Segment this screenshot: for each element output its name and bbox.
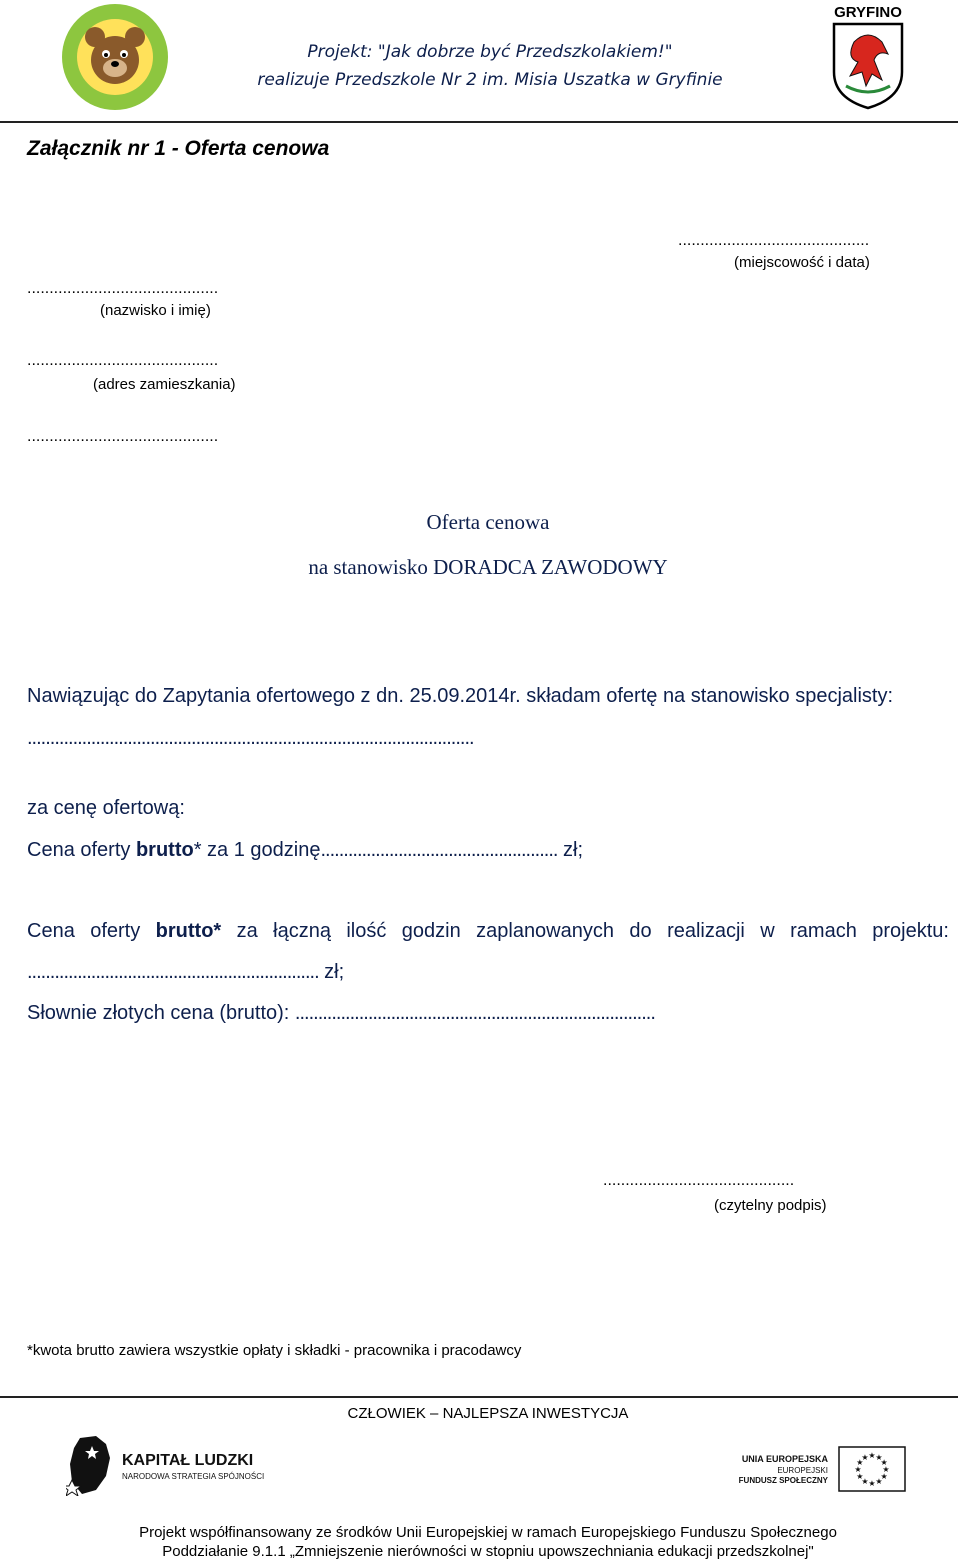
kindergarten-logo — [60, 2, 170, 112]
eu-label-2: EUROPEJSKI — [777, 1466, 828, 1475]
hourly-price — [27, 839, 583, 862]
offer-title: Oferta cenowa — [426, 510, 550, 534]
hourly-price-post: * za 1 godzinę — [193, 839, 321, 861]
offer-position: na stanowisko DORADCA ZAWODOWY — [308, 555, 668, 579]
specialist-line: .................................................................................................. — [27, 727, 474, 749]
header-rule — [0, 121, 958, 123]
total-price-dots: ................................................................ — [27, 961, 319, 983]
name-label: (nazwisko i imię) — [100, 302, 211, 319]
address-label: (adres zamieszkania) — [93, 376, 236, 393]
project-title: Projekt: "Jak dobrze być Przedszkolakiem!" — [307, 42, 673, 62]
price-in-words-label: Słownie złotych cena (brutto): — [27, 1002, 295, 1024]
eu-label-3: FUNDUSZ SPOŁECZNY — [738, 1476, 828, 1485]
kapital-ludzki-title: KAPITAŁ LUDZKI — [122, 1452, 254, 1469]
eu-logo — [700, 1446, 906, 1494]
eu-flag-icon — [838, 1446, 906, 1492]
total-word: ilość — [346, 920, 387, 942]
place-date-line: ........................................... — [678, 232, 870, 249]
address-line-2: ........................................... — [27, 428, 219, 445]
eu-star-icon: ★ — [861, 1477, 869, 1487]
total-word: oferty — [90, 920, 141, 942]
funding-line-1: Projekt współfinansowany ze środków Unii Europejskiej w ramach Europejskiego Funduszu Społecznego — [139, 1524, 837, 1541]
eu-star-icon: ★ — [861, 1452, 869, 1462]
eu-star-icon: ★ — [880, 1472, 888, 1481]
total-price-line — [27, 920, 949, 943]
total-word: zaplanowanych — [476, 920, 614, 942]
signature-label: (czytelny podpis) — [714, 1197, 827, 1214]
eu-star-icon: ★ — [854, 1465, 862, 1474]
hourly-price-unit: zł; — [557, 839, 583, 861]
eu-star-icon: ★ — [856, 1458, 864, 1467]
total-price-value — [27, 961, 344, 984]
total-word: łączną — [273, 920, 331, 942]
kapital-ludzki-logo — [66, 1434, 306, 1498]
price-intro: za cenę ofertową: — [27, 797, 185, 819]
footer-slogan: CZŁOWIEK – NAJLEPSZA INWESTYCJA — [347, 1405, 629, 1422]
total-word: za — [236, 920, 258, 942]
eu-star-icon: ★ — [880, 1458, 888, 1467]
total-word: godzin — [401, 920, 461, 942]
annex-title: Załącznik nr 1 - Oferta cenowa — [27, 137, 330, 160]
intro-text: Nawiązując do Zapytania ofertowego z dn. 25.09.2014r. składam ofertę na stanowisko specjalisty: — [27, 685, 894, 707]
eu-label-1: UNIA EUROPEJSKA — [741, 1454, 828, 1464]
eu-star-icon: ★ — [875, 1477, 883, 1487]
total-word-brutto: brutto* — [155, 920, 222, 942]
footer-rule — [0, 1396, 958, 1398]
hourly-price-brutto: brutto — [135, 839, 194, 861]
eu-star-icon: ★ — [856, 1472, 864, 1481]
hourly-price-pre: Cena oferty — [27, 839, 136, 861]
eu-star-icon: ★ — [868, 1451, 876, 1460]
total-word: ramach — [790, 920, 857, 942]
hourly-price-dots: .................................................... — [320, 839, 558, 861]
price-in-words-dots: ............................................................................... — [294, 1002, 655, 1024]
signature-line: ........................................... — [603, 1172, 795, 1189]
funding-line-2: Poddziałanie 9.1.1 „Zmniejszenie nierówności w stopniu upowszechniania edukacji przedszkolnej" — [162, 1543, 814, 1560]
name-line: ........................................... — [27, 280, 219, 297]
total-word: Cena — [27, 920, 75, 942]
poland-map-icon — [66, 1434, 114, 1496]
address-line: ........................................... — [27, 352, 219, 369]
footnote: *kwota brutto zawiera wszystkie opłaty i składki - pracownika i pracodawcy — [27, 1342, 522, 1359]
place-date-label: (miejscowość i data) — [734, 254, 870, 271]
svg-text:GRYFINO: GRYFINO — [834, 4, 902, 21]
eu-star-icon: ★ — [868, 1479, 876, 1488]
total-price-unit: zł; — [318, 961, 345, 983]
total-word: projektu: — [872, 920, 949, 942]
eu-star-icon: ★ — [882, 1465, 890, 1474]
kapital-ludzki-subtitle: NARODOWA STRATEGIA SPÓJNOŚCI — [122, 1472, 265, 1481]
gryfino-coat-of-arms — [826, 2, 910, 112]
price-in-words — [27, 1002, 655, 1025]
total-word: realizacji — [667, 920, 745, 942]
total-word: do — [629, 920, 652, 942]
project-executor: realizuje Przedszkole Nr 2 im. Misia Uszatka w Gryfinie — [257, 70, 723, 90]
total-word: w — [760, 920, 775, 942]
eu-star-icon: ★ — [875, 1452, 883, 1462]
